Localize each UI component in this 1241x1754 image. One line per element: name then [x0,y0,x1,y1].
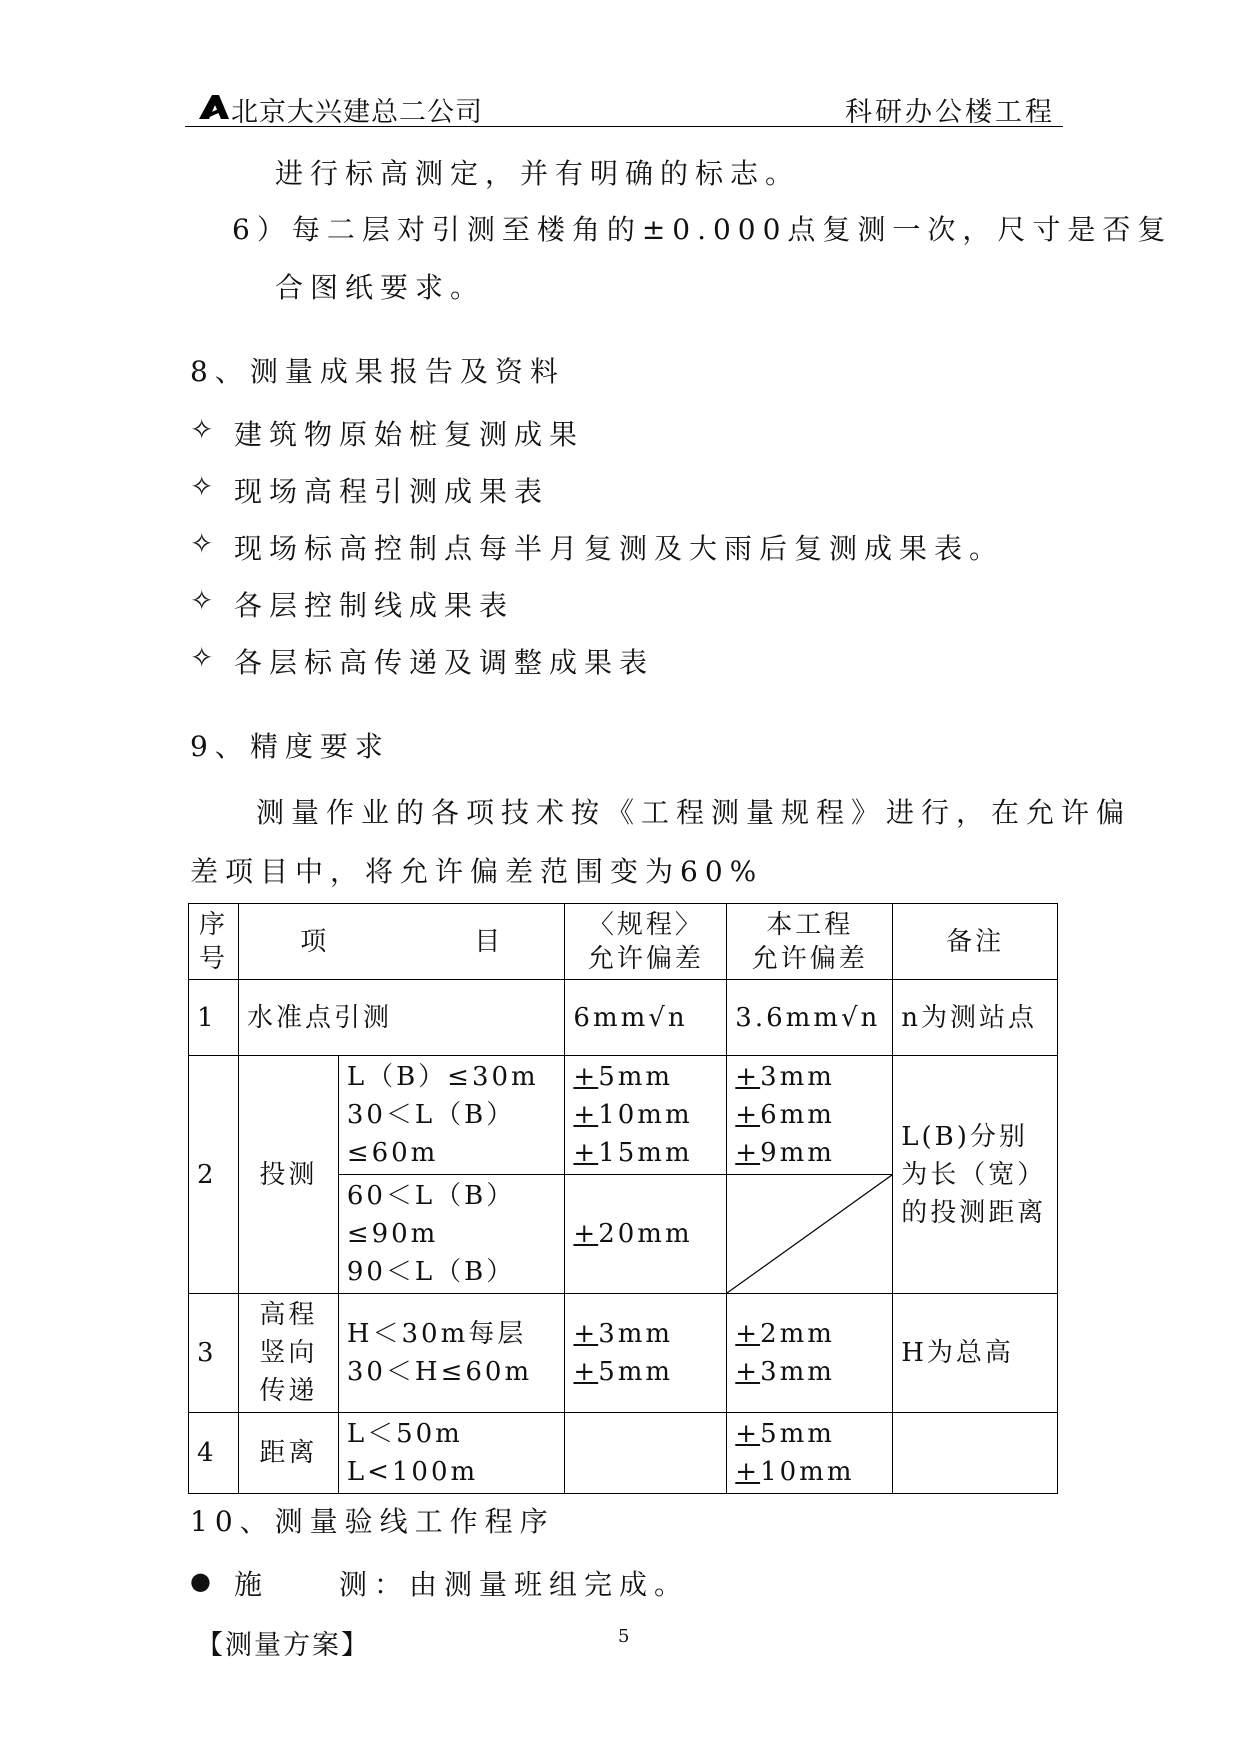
condition-line: 30＜L（B）≤60m [346,1100,516,1168]
row-no: 3 [189,1294,239,1413]
diagonal-line-icon [727,1175,892,1293]
row-condition [338,1175,565,1294]
diamond-bullet-icon: ✧ [190,413,214,446]
footer-document-name: 【测量方案】 [196,1630,370,1661]
dot-bullet-icon: ● [190,1567,211,1595]
list-item: 现场标高控制点每半月复测及大雨后复测成果表。 [234,532,1005,565]
paragraph-9-line-2: 差项目中，将允许偏差范围变为60% [190,855,764,888]
row-item: 水准点引测 [238,980,564,1056]
table-header-row [189,904,1058,980]
plus-minus-symbol: + [573,1357,599,1387]
list-item: 施 测：由测量班组完成。 [234,1568,690,1601]
header-project-line-1: 本工程 [766,909,854,940]
list-item: 各层控制线成果表 [234,589,515,622]
row-no: 2 [189,1056,239,1294]
tolerance-value: +6mm [735,1100,835,1130]
tolerance-value: +5mm [573,1357,674,1387]
project-name: 科研办公楼工程 [845,97,1055,128]
plus-minus-symbol: + [735,1457,761,1487]
section-9-heading: 9、精度要求 [190,730,390,763]
diamond-bullet-icon: ✧ [190,584,214,617]
plus-minus-symbol: + [573,1062,599,1092]
row-note: n为测站点 [893,980,1058,1056]
plus-minus-symbol: + [735,1419,761,1449]
header-spec-line-2: 允许偏差 [587,943,704,974]
row-project-tolerance [727,1413,893,1494]
plus-minus-symbol: + [573,1138,599,1168]
plus-minus-symbol: + [735,1100,761,1130]
row-note: L(B)分别为长（宽）的投测距离 [893,1056,1058,1294]
page-header [185,88,1063,127]
table-row [189,980,1058,1056]
row-item: 投测 [238,1056,338,1294]
condition-line: L（B）≤30m [346,1062,539,1092]
list-item: 建筑物原始桩复测成果 [234,418,585,451]
diamond-bullet-icon: ✧ [190,470,214,503]
row-no: 4 [189,1413,239,1494]
page-number: 5 [618,1626,630,1647]
tolerance-value: +3mm [735,1062,835,1092]
tolerance-value: +5mm [573,1062,674,1092]
header-spec-line-1: 〈规程〉 [587,909,704,940]
table-row [189,1056,1058,1175]
row-note [893,1413,1058,1494]
row-project-tolerance [727,1294,893,1413]
tolerance-value: +3mm [573,1319,674,1349]
row-condition [338,1413,565,1494]
condition-line: H＜30m每层 [346,1319,527,1349]
row-note: H为总高 [893,1294,1058,1413]
tolerance-value: +9mm [735,1138,835,1168]
row-spec-tolerance [565,1056,727,1175]
condition-line: L＜50m [346,1419,463,1449]
row-condition [338,1056,565,1175]
table-row [189,1413,1058,1494]
header-project-tolerance [727,904,893,980]
row-project-tolerance: 3.6mm√n [727,980,893,1056]
condition-line: 60＜L（B）≤90m [346,1181,516,1249]
table-row [189,1294,1058,1413]
tolerance-value: +5mm [735,1419,835,1449]
row-item: 距离 [238,1413,338,1494]
header-note: 备注 [893,904,1058,980]
plus-minus-symbol: + [735,1062,761,1092]
row-project-tolerance [727,1056,893,1175]
tolerance-value: +3mm [735,1357,835,1387]
tolerance-value: +10mm [735,1457,855,1487]
header-no: 序号 [189,904,239,980]
section-10-heading: 10、测量验线工作程序 [190,1505,555,1538]
empty-diagonal-cell [727,1175,893,1294]
row-item: 高程竖向传递 [238,1294,338,1413]
plus-minus-symbol: + [735,1138,761,1168]
header-item: 项 目 [238,904,564,980]
row-no: 1 [189,980,239,1056]
diamond-bullet-icon: ✧ [190,641,214,674]
item-6-line-2: 合图纸要求。 [275,271,486,304]
row-spec-tolerance: 6mm√n [565,980,727,1056]
paragraph-9-line-1: 测量作业的各项技术按《工程测量规程》进行，在允许偏 [256,796,1132,829]
plus-minus-symbol: + [735,1357,761,1387]
condition-line: 30＜H≤60m [346,1357,533,1387]
plus-minus-symbol: + [735,1319,761,1349]
row-condition [338,1294,565,1413]
diamond-bullet-icon: ✧ [190,527,214,560]
list-item: 各层标高传递及调整成果表 [234,646,655,679]
plus-minus-symbol: + [573,1100,599,1130]
tolerance-value: +20mm [573,1219,693,1249]
row-spec-tolerance [565,1294,727,1413]
company-name: 北京大兴建总二公司 [231,97,483,128]
condition-line: L<100m [346,1457,479,1487]
body-line: 进行标高测定，并有明确的标志。 [275,157,801,190]
section-8-heading: 8、测量成果报告及资料 [190,355,565,388]
tolerance-table [188,903,1058,1494]
tolerance-value: +15mm [573,1138,693,1168]
header-project-line-2: 允许偏差 [751,943,868,974]
company-logo-icon [197,93,231,121]
tolerance-value: +10mm [573,1100,693,1130]
row-spec-tolerance [565,1175,727,1294]
item-6-line-1: 6）每二层对引测至楼角的±0.000点复测一次，尺寸是否复 [232,213,1173,246]
plus-minus-symbol: + [573,1319,599,1349]
list-item: 现场高程引测成果表 [234,475,550,508]
condition-line: 90＜L（B） [346,1257,516,1287]
header-spec-tolerance [565,904,727,980]
tolerance-value: +2mm [735,1319,835,1349]
plus-minus-symbol: + [573,1219,599,1249]
row-spec-tolerance [565,1413,727,1494]
